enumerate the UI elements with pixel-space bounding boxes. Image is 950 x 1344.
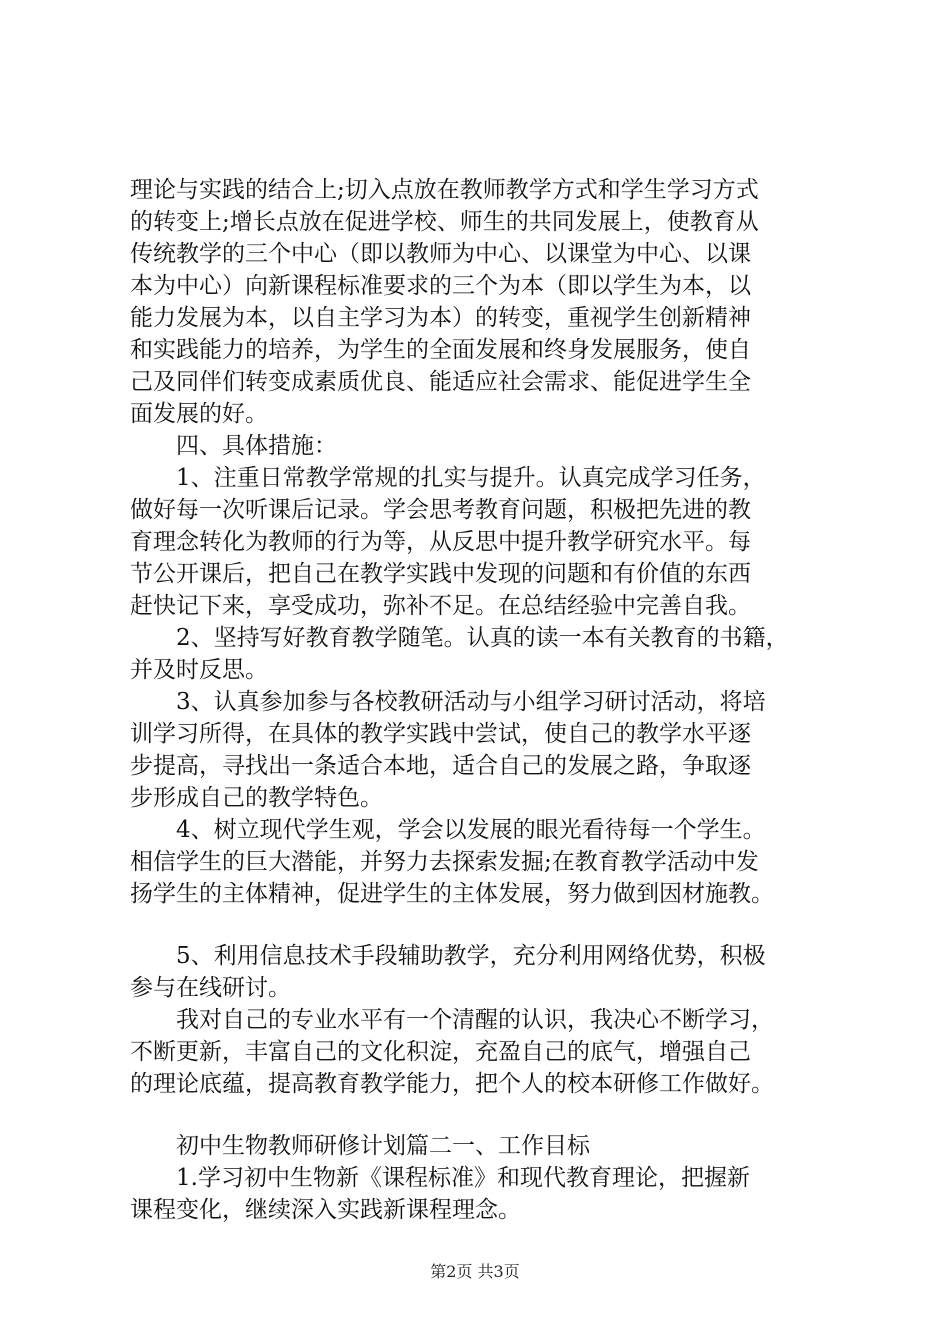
text-line: 赶快记下来，享受成功，弥补不足。在总结经验中完善自我。	[130, 593, 751, 619]
text-line: 参与在线研讨。	[130, 975, 291, 1001]
text-line: 课程变化，继续深入实践新课程理念。	[130, 1197, 521, 1223]
section-heading-part-two	[130, 1130, 830, 1162]
text-line: 不断更新，丰富自己的文化积淀，充盈自己的底气，增强自己	[130, 1039, 751, 1065]
paragraph-1	[130, 174, 830, 430]
paragraph-gap	[130, 1100, 830, 1130]
text-line: 的理论底蕴，提高教育教学能力，把个人的校本研修工作做好。	[130, 1071, 774, 1097]
heading-line: 初中生物教师研修计划篇二一、工作目标	[176, 1133, 590, 1159]
text-line: 能力发展为本，以自主学习为本）的转变，重视学生创新精神	[130, 305, 751, 331]
text-line: 育理念转化为教师的行为等，从反思中提升教学研究水平。每	[130, 529, 751, 555]
text-line: 节公开课后，把自己在教学实践中发现的问题和有价值的东西	[130, 561, 751, 587]
text-line: 和实践能力的培养，为学生的全面发展和终身发展服务，使自	[130, 337, 751, 363]
text-line: 步形成自己的教学特色。	[130, 785, 383, 811]
paragraph-gap	[130, 910, 830, 940]
text-line: 的转变上;增长点放在促进学校、师生的共同发展上，使教育从	[130, 209, 759, 235]
text-line: 1、注重日常教学常规的扎实与提升。认真完成学习任务，	[176, 465, 766, 491]
page-footer	[0, 1262, 950, 1282]
text-line: 传统教学的三个中心（即以教师为中心、以课堂为中心、以课	[130, 241, 751, 267]
text-line: 5、利用信息技术手段辅助教学，充分利用网络优势，积极	[176, 943, 766, 969]
text-line: 面发展的好。	[130, 401, 268, 427]
text-line: 并及时反思。	[130, 657, 268, 683]
paragraph-measure-3	[130, 686, 830, 814]
text-line: 己及同伴们转变成素质优良、能适应社会需求、能促进学生全	[130, 369, 751, 395]
text-line: 理论与实践的结合上;切入点放在教师教学方式和学生学习方式	[130, 177, 759, 203]
section-heading-measures	[130, 430, 830, 462]
text-line: 步提高，寻找出一条适合本地，适合自己的发展之路，争取逐	[130, 753, 751, 779]
paragraph-measure-1	[130, 462, 830, 622]
text-line: 我对自己的专业水平有一个清醒的认识，我决心不断学习，	[176, 1007, 774, 1033]
text-line: 做好每一次听课后记录。学会思考教育问题，积极把先进的教	[130, 497, 751, 523]
paragraph-measure-2	[130, 622, 830, 686]
paragraph-goal-1	[130, 1162, 830, 1226]
text-line: 扬学生的主体精神，促进学生的主体发展，努力做到因材施教。	[130, 881, 774, 907]
page-number-label: 第2页 共3页	[430, 1262, 520, 1281]
paragraph-measure-5	[130, 940, 830, 1004]
text-line: 1.学习初中生物新《课程标准》和现代教育理论，把握新	[176, 1165, 750, 1191]
text-line: 4、树立现代学生观，学会以发展的眼光看待每一个学生。	[176, 817, 766, 843]
text-line: 相信学生的巨大潜能，并努力去探索发掘;在教育教学活动中发	[130, 849, 759, 875]
heading-line: 四、具体措施：	[176, 433, 337, 459]
text-line: 3、认真参加参与各校教研活动与小组学习研讨活动，将培	[176, 689, 766, 715]
text-line: 2、坚持写好教育教学随笔。认真的读一本有关教育的书籍，	[176, 625, 789, 651]
document-body	[130, 174, 830, 1226]
text-line: 训学习所得，在具体的教学实践中尝试，使自己的教学水平逐	[130, 721, 751, 747]
text-line: 本为中心）向新课程标准要求的三个为本（即以学生为本，以	[130, 273, 751, 299]
paragraph-measure-4	[130, 814, 830, 910]
paragraph-reflection	[130, 1004, 830, 1100]
